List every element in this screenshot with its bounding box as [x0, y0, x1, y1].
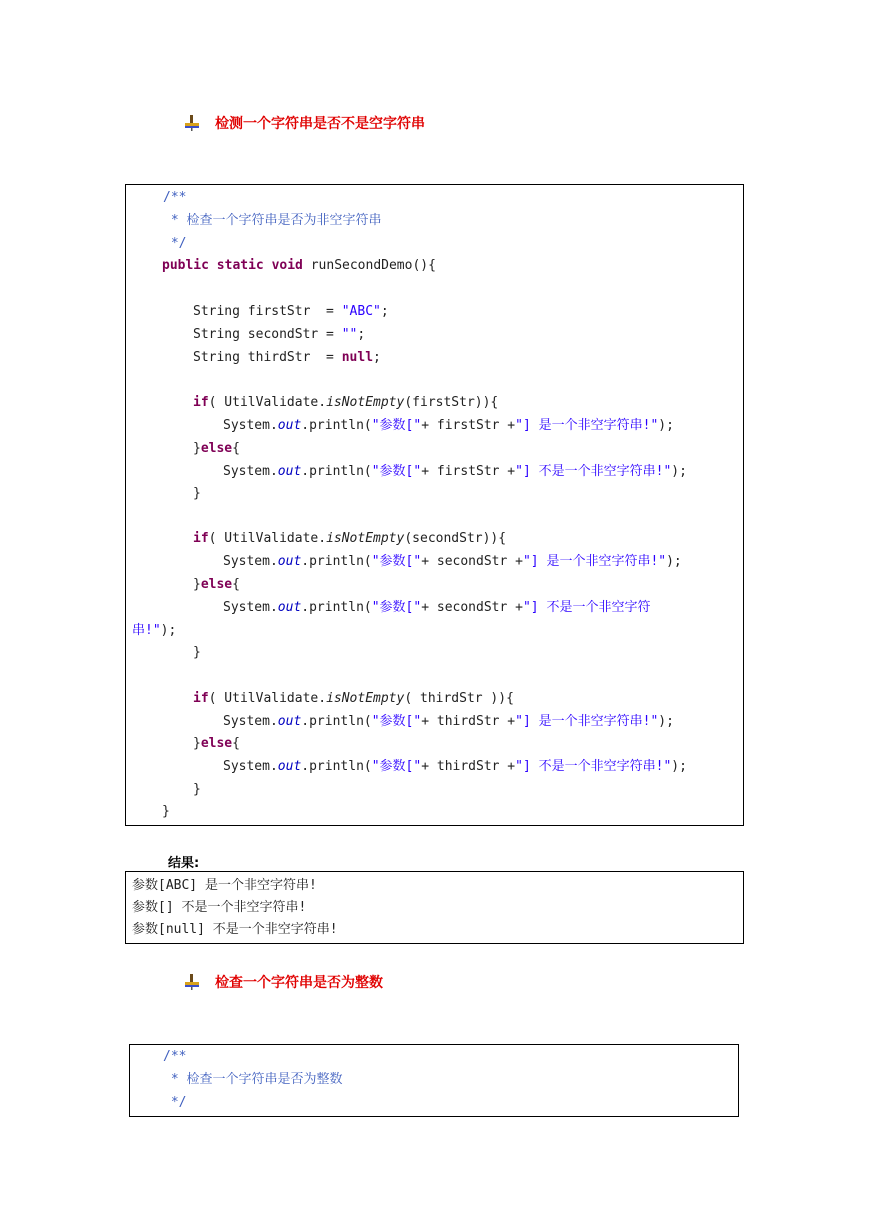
code-line: System.out.println("参数["+ thirdStr +"] 是一个非空字符串!");: [223, 714, 674, 729]
code-line: String thirdStr = null;: [193, 350, 381, 365]
code-block-run-second-demo: [125, 184, 744, 826]
code-line: System.out.println("参数["+ firstStr +"] 不是一个非空字符串!");: [223, 464, 687, 479]
code-line: System.out.println("参数["+ thirdStr +"] 不是一个非空字符串!");: [223, 759, 687, 774]
code-line: if( UtilValidate.isNotEmpty( thirdStr )){: [193, 691, 514, 706]
method-signature: public static void runSecondDemo(){: [162, 258, 436, 273]
section-title: 检查一个字符串是否为整数: [215, 975, 383, 991]
code-line: System.out.println("参数["+ firstStr +"] 是一个非空字符串!");: [223, 418, 674, 433]
result-output-box: [125, 871, 744, 944]
code-line: }else{: [193, 441, 240, 456]
pin-icon: [183, 973, 201, 991]
pin-icon: [183, 114, 201, 132]
code-line: String firstStr = "ABC";: [193, 304, 389, 319]
comment-line: * 检查一个字符串是否为非空字符串: [163, 213, 382, 228]
comment-line: */: [163, 1095, 187, 1110]
result-line: 参数[ABC] 是一个非空字符串!: [132, 878, 317, 893]
code-line: if( UtilValidate.isNotEmpty(firstStr)){: [193, 395, 499, 410]
code-line: }: [193, 782, 201, 797]
comment-line: * 检查一个字符串是否为整数: [163, 1072, 343, 1087]
code-line: }: [193, 486, 201, 501]
code-line: }: [162, 804, 170, 819]
result-line: 参数[] 不是一个非空字符串!: [132, 900, 307, 915]
result-line: 参数[null] 不是一个非空字符串!: [132, 922, 338, 937]
code-line: if( UtilValidate.isNotEmpty(secondStr)){: [193, 531, 507, 546]
code-line: }else{: [193, 736, 240, 751]
code-line: String secondStr = "";: [193, 327, 366, 342]
code-line: }else{: [193, 577, 240, 592]
code-line: 串!");: [132, 623, 177, 638]
comment-line: */: [163, 236, 187, 251]
section-heading-not-empty: [183, 112, 425, 134]
result-label: 结果:: [168, 856, 200, 871]
code-line: System.out.println("参数["+ secondStr +"] 不是一个非空字符: [223, 600, 651, 615]
section-title: 检测一个字符串是否不是空字符串: [215, 116, 425, 132]
comment-line: /**: [163, 190, 187, 205]
code-line: }: [193, 645, 201, 660]
code-line: System.out.println("参数["+ secondStr +"] 是一个非空字符串!");: [223, 554, 682, 569]
code-block-is-integer: [129, 1044, 739, 1117]
comment-line: /**: [163, 1049, 187, 1064]
section-heading-is-integer: [183, 971, 383, 993]
